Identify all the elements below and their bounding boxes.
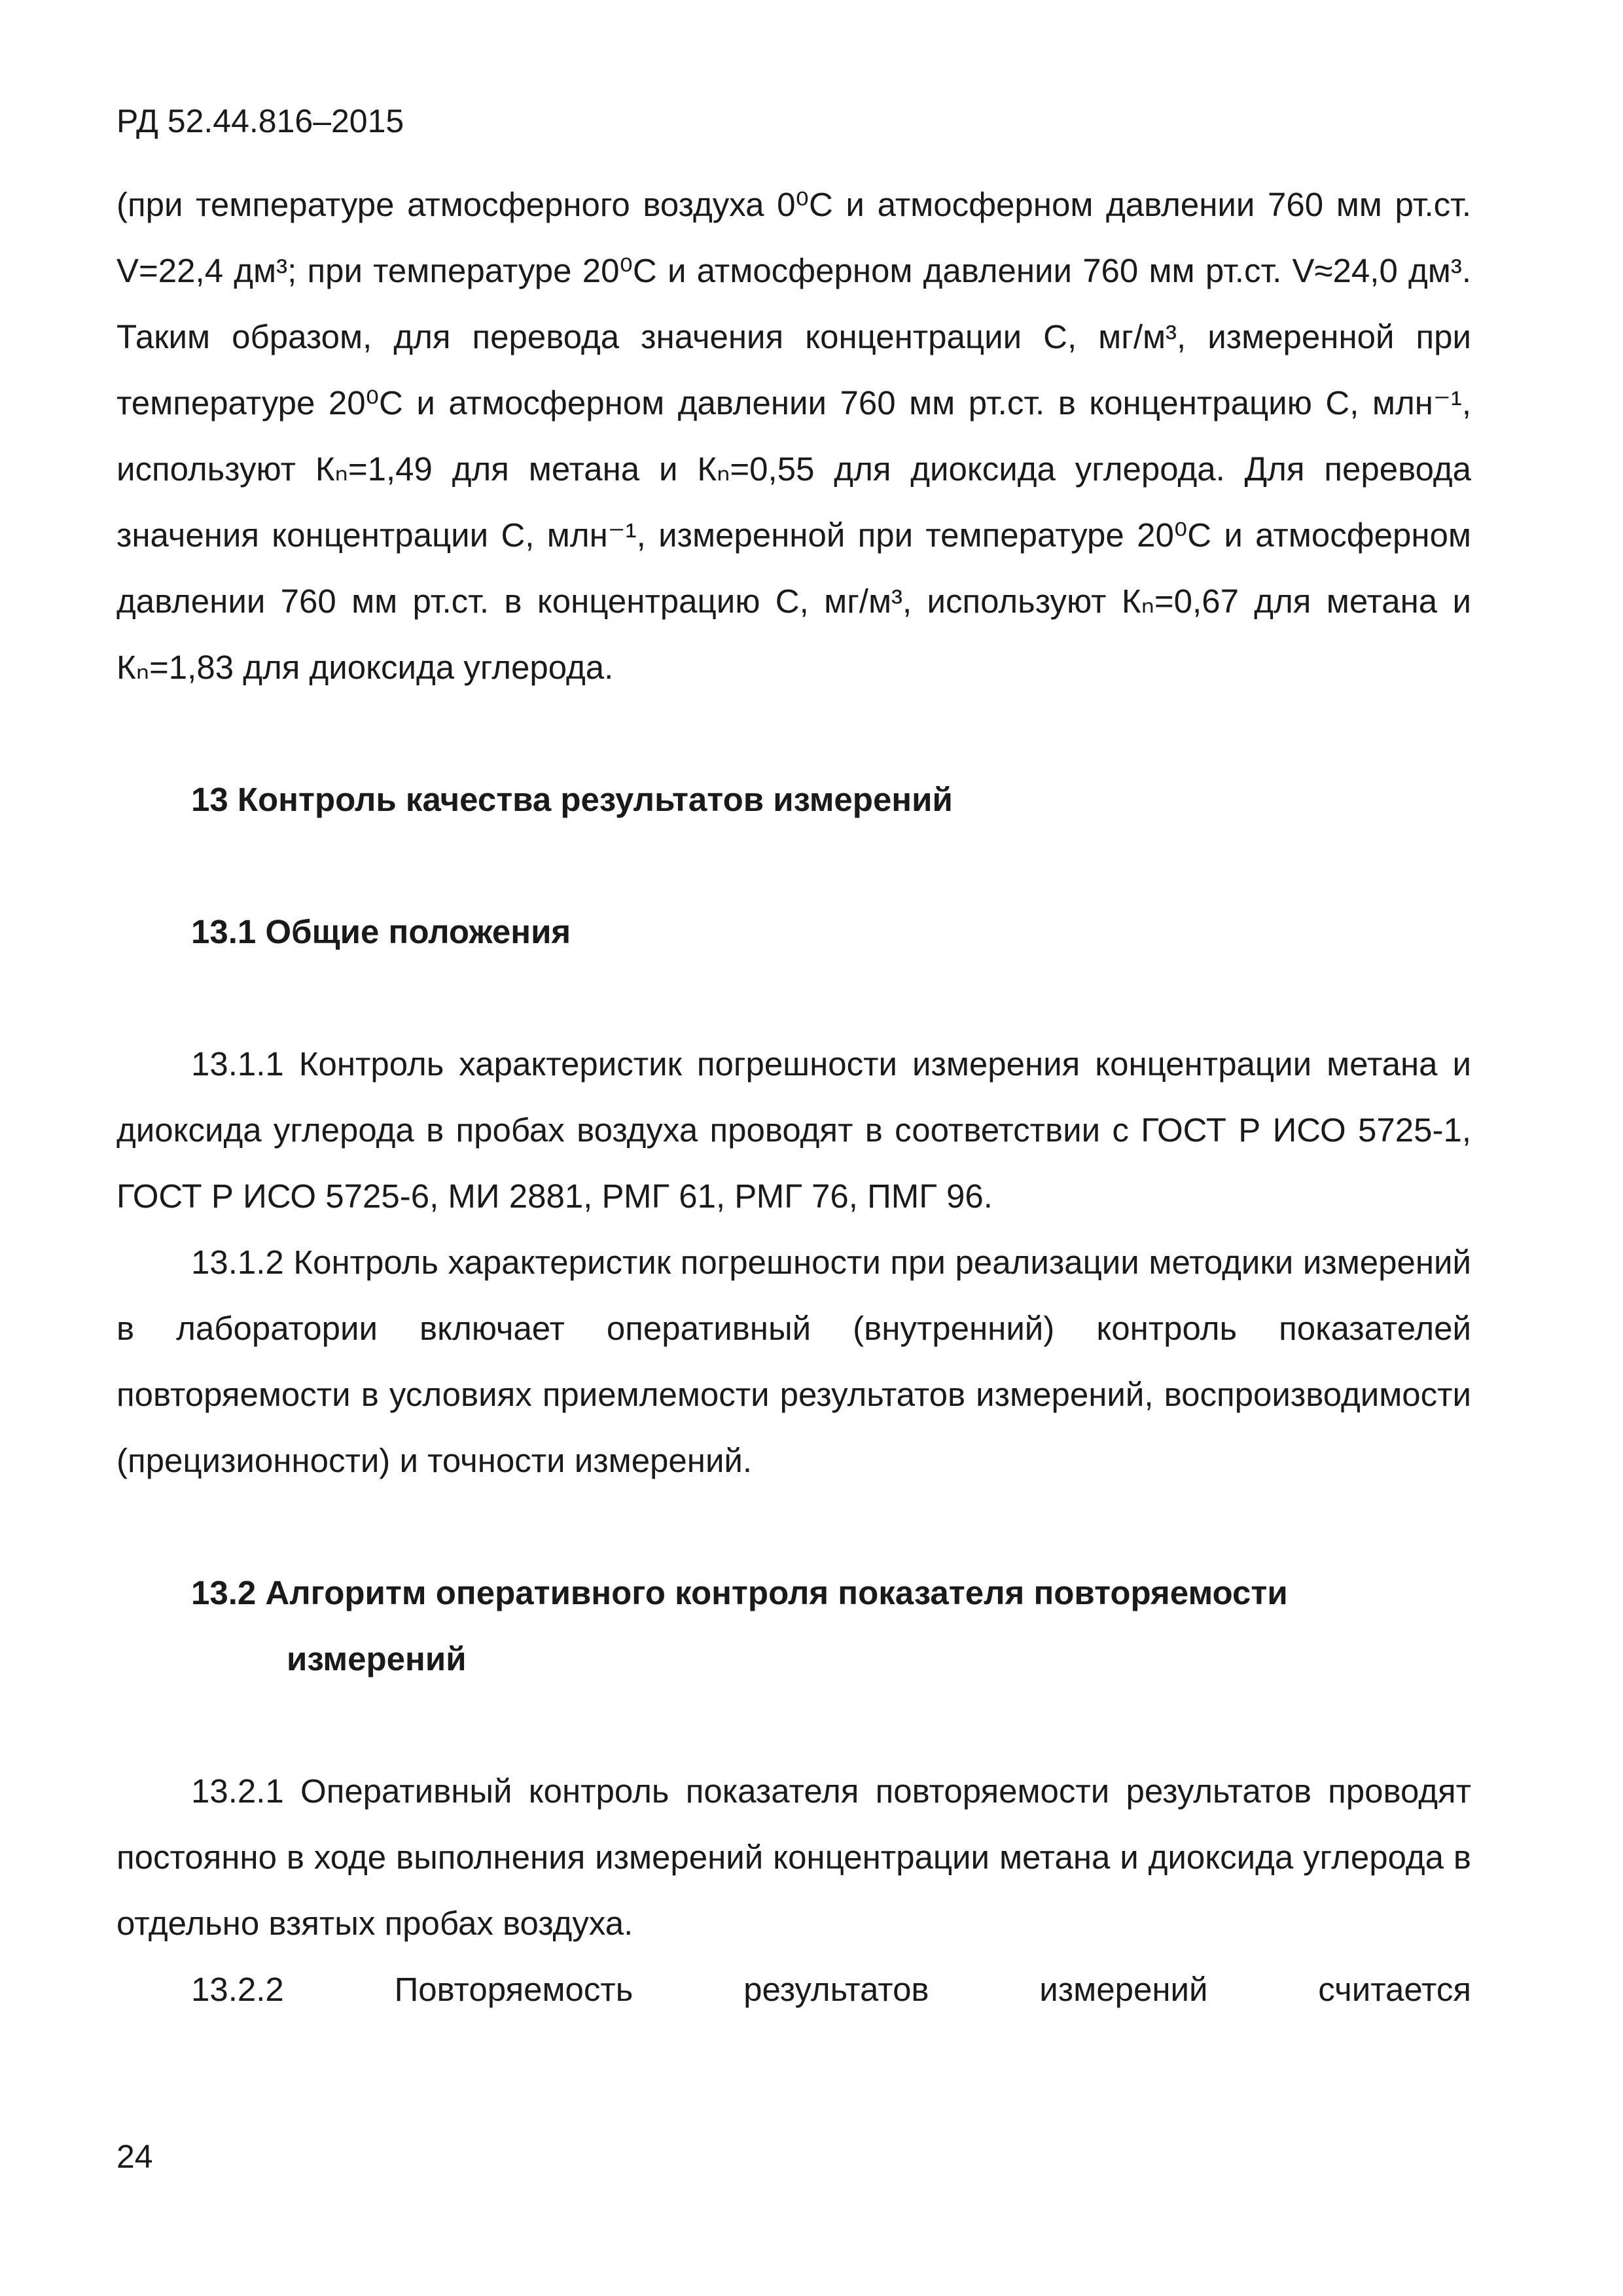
paragraph-13-2-1: 13.2.1 Оперативный контроль показателя повторяемости результатов проводят постоянно в ходе выполнения измерений концентрации метана и диоксида углерода в отдельно взятых пробах воздуха. bbox=[116, 1772, 1471, 1942]
section-13-1-heading: 13.1 Общие положения bbox=[191, 913, 571, 950]
page-number: 24 bbox=[116, 2138, 153, 2175]
paragraph-13-2-2-first-line bbox=[116, 1956, 1471, 2022]
paragraph-13-1-2: 13.1.2 Контроль характеристик погрешности при реализации методики измерений в лаборатории включает оперативный (внутренний) контроль показателей повторяемости в условиях приемлемости результатов измерений, воспроизводимости (прецизионности) и точности измерений. bbox=[116, 1244, 1471, 1479]
section-13-heading: 13 Контроль качества результатов измерений bbox=[191, 781, 953, 818]
paragraph-13-1-1: 13.1.1 Контроль характеристик погрешности измерения концентрации метана и диоксида углерода в пробах воздуха проводят в соответствии с ГОСТ Р ИСО 5725-1, ГОСТ Р ИСО 5725-6, МИ 2881, РМГ 61, РМГ 76, ПМГ 96. bbox=[116, 1045, 1471, 1215]
word: Повторяемость bbox=[394, 1971, 633, 2008]
section-13-2-heading: 13.2 Алгоритм оперативного контроля показателя повторяемости измерений bbox=[191, 1574, 1288, 1677]
conversion-paragraph: (при температуре атмосферного воздуха 0⁰С и атмосферном давлении 760 мм рт.ст. V=22,4 дм³; при температуре 20⁰С и атмосферном давлении 760 мм рт.ст. V≈24,0 дм³. Таким образом, для перевода значения концентрации С, мг/м³, измеренной при температуре 20⁰С и атмосферном давлении 760 мм рт.ст. в концентрацию С, млн⁻¹, используют Кₙ=1,49 для метана и Кₙ=0,55 для диоксида углерода. Для перевода значения концентрации С, млн⁻¹, измеренной при температуре 20⁰С и атмосферном давлении 760 мм рт.ст. в концентрацию С, мг/м³, используют Кₙ=0,67 для метана и Кₙ=1,83 для диоксида углерода. bbox=[116, 186, 1471, 686]
word: 13.2.2 bbox=[191, 1971, 284, 2008]
word: измерений bbox=[1039, 1971, 1208, 2008]
document-code-header: РД 52.44.816–2015 bbox=[116, 103, 404, 139]
page-body bbox=[116, 171, 1471, 2022]
word: результатов bbox=[743, 1971, 929, 2008]
word: считается bbox=[1318, 1971, 1471, 2008]
